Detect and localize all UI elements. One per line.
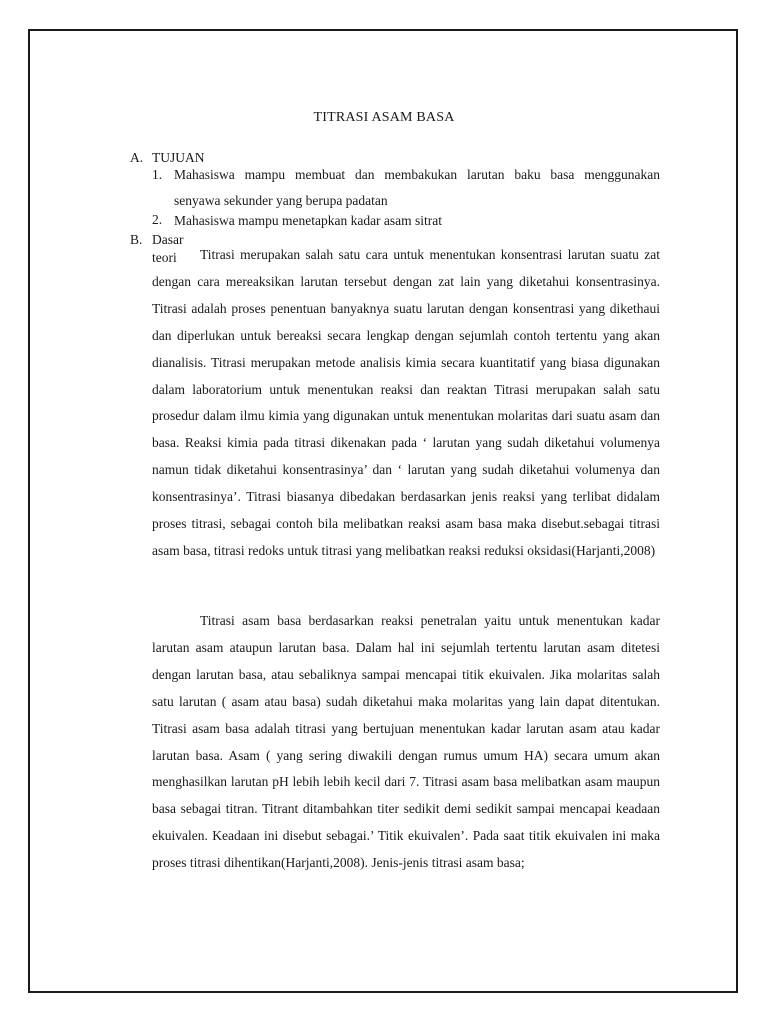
list-item-number: 2. [152,212,163,227]
section-b-title: Dasar teori [152,232,184,265]
body-paragraph: Titrasi merupakan salah satu cara untuk menentukan konsentrasi larutan suatu zat dengan cara mereaksikan larutan tersebut dengan zat lain yang diketahui konsentrasinya. Titrasi adalah proses penentuan banyaknya suatu larutan dengan konsentrasi yang dikethaui dan diperlukan untuk bereaksi secara lengkap dengan sejumlah contoh tertentu yang akan dianalisis. Titrasi merupakan metode analisis kimia secara kuantitatif yang biasa digunakan dalam laboratorium untuk menentukan reaksi dan reaktan Titrasi merupakan salah satu prosedur dalam ilmu kimia yang digunakan untuk menentukan molaritas dari suatu asam dan basa. Reaksi kimia pada titrasi dikenakan pada ‘ larutan yang sudah diketahui volumenya namun tidak diketahui konsentrasinya’ dan ‘ larutan yang sudah diketahui volumenya dan konsentrasinya’. Titrasi biasanya dibedakan berdasarkan jenis reaksi yang terlibat didalam proses titrasi, sebagai contoh bila melibatkan reaksi asam basa maka disebut.sebagai titrasi asam basa, titrasi redoks untuk titrasi yang melibatkan reaksi reduksi oksidasi(Harjanti,2008) [152,247,660,558]
section-a-title: TUJUAN [152,150,205,165]
list-item-number: 1. [152,167,163,182]
list-item-text-line2: senyawa sekunder yang berupa padatan [174,193,388,208]
body-paragraph: Titrasi asam basa berdasarkan reaksi penetralan yaitu untuk menentukan kadar larutan asam ataupun larutan basa. Dalam hal ini sejumlah tertentu larutan asam ditetesi dengan larutan basa, atau sebaliknya sampai mencapai titik ekuivalen. Jika molaritas salah satu larutan ( asam atau basa) sudah diketahui maka molaritas yang lain dapat ditentukan. Titrasi asam basa adalah titrasi yang bertujuan menentukan kadar larutan asam atau kadar larutan basa. Asam ( yang sering diwakili dengan rumus umum HA) secara umum akan menghasilkan larutan pH lebih lebih kecil dari 7. Titrasi asam basa melibatkan asam maupun basa sebagai titran. Titrant ditambahkan titer sedikit demi sedikit sampai mencapai keadaan ekuivalen. Keadaan ini disebut sebagai.’ Titik ekuivalen’. Pada saat titik ekuivalen ini maka proses titrasi dihentikan(Harjanti,2008). Jenis-jenis titrasi asam basa; [152,613,660,871]
list-item-text-line1: Mahasiswa mampu membuat dan membakukan larutan baku basa menggunakan [174,167,660,182]
section-a-letter: A. [130,150,144,165]
list-item-text: Mahasiswa mampu menetapkan kadar asam sitrat [174,213,443,228]
section-b-letter: B. [130,232,143,247]
document-title: TITRASI ASAM BASA [313,110,455,125]
